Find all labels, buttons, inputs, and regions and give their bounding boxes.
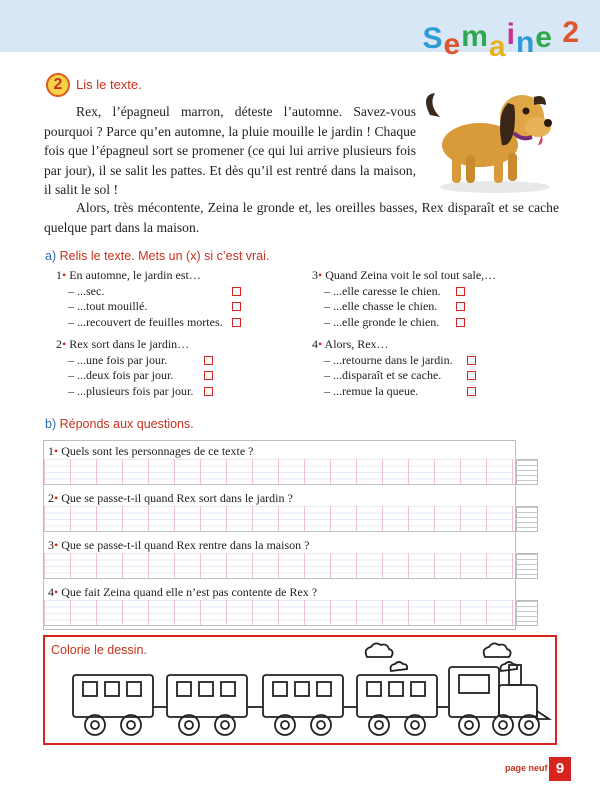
checkbox[interactable] bbox=[232, 302, 241, 311]
week-title-letter: i bbox=[506, 18, 516, 51]
checkbox[interactable] bbox=[232, 287, 241, 296]
section-a-label: a) bbox=[45, 249, 57, 263]
option-item: – ...sec. bbox=[56, 284, 256, 300]
checkbox[interactable] bbox=[204, 371, 213, 380]
answer-lines-1[interactable] bbox=[44, 459, 536, 485]
option-item: – ...deux fois par jour. bbox=[56, 368, 256, 384]
answer-lines-2[interactable] bbox=[44, 506, 536, 532]
train-drawing[interactable] bbox=[45, 637, 555, 743]
checkbox[interactable] bbox=[204, 356, 213, 365]
reading-text-2 bbox=[44, 198, 559, 237]
week-title-letter: 2 bbox=[562, 16, 580, 49]
section-a-title: Relis le texte. Mets un (x) si c’est vrai. bbox=[59, 249, 270, 263]
reading-paragraph-1: Rex, l’épagneul marron, déteste l’automne. Savez-vous pourquoi ? Parce qu’en automne, la pluie mouille le jardin ! Chaque fois que l’épagneul sort se promener (ce qui lui arrive plusieurs fois par jour), il se salit les pattes. Et dès qu’il est rentré dans la maison, il salit le sol ! bbox=[44, 104, 416, 197]
question-title: 4• Alors, Rex… bbox=[312, 337, 389, 351]
week-title-letter: e bbox=[535, 21, 553, 54]
coloring-box bbox=[43, 635, 557, 745]
option-item: – ...tout mouillé. bbox=[56, 299, 256, 315]
question-title: 2• Rex sort dans le jardin… bbox=[56, 337, 190, 351]
reading-text bbox=[44, 102, 416, 200]
open-question-2: 2• Que se passe-t-il quand Rex sort dans le jardin ? bbox=[48, 491, 293, 505]
open-question-4: 4• Que fait Zeina quand elle n’est pas contente de Rex ? bbox=[48, 585, 318, 599]
section-b-label: b) bbox=[45, 417, 57, 431]
question-block-2 bbox=[56, 337, 256, 399]
answer-area bbox=[43, 440, 516, 630]
answer-lines-3[interactable] bbox=[44, 553, 536, 579]
page-number: 9 bbox=[549, 757, 571, 781]
reading-paragraph-2: Alors, très mécontente, Zeina le gronde et, les oreilles basses, Rex disparaît et se cache quelque part dans la maison. bbox=[44, 200, 559, 235]
week-title-letter: m bbox=[461, 20, 489, 53]
checkbox[interactable] bbox=[456, 287, 465, 296]
option-item: – ...elle caresse le chien. bbox=[312, 284, 512, 300]
dog-illustration bbox=[410, 75, 565, 195]
option-item: – ...remue la queue. bbox=[312, 384, 512, 400]
checkbox[interactable] bbox=[467, 356, 476, 365]
open-question-1: 1• Quels sont les personnages de ce texte ? bbox=[48, 444, 254, 458]
checkbox[interactable] bbox=[204, 387, 213, 396]
week-title-letter bbox=[553, 22, 562, 56]
week-title-letter: a bbox=[488, 30, 507, 63]
week-title-letter: S bbox=[422, 22, 444, 55]
coloring-title: Colorie le dessin. bbox=[51, 643, 147, 657]
section-b-heading bbox=[45, 417, 194, 431]
open-question-3: 3• Que se passe-t-il quand Rex rentre dans la maison ? bbox=[48, 538, 310, 552]
week-title bbox=[422, 16, 580, 63]
week-title-letter: n bbox=[515, 26, 536, 59]
option-item: – ...retourne dans le jardin. bbox=[312, 353, 512, 369]
question-title: 1• En automne, le jardin est… bbox=[56, 268, 201, 282]
checkbox[interactable] bbox=[232, 318, 241, 327]
checkbox[interactable] bbox=[467, 387, 476, 396]
section-b-title: Réponds aux questions. bbox=[59, 417, 194, 431]
question-block-1 bbox=[56, 268, 256, 330]
option-item: – ...disparaît et se cache. bbox=[312, 368, 512, 384]
answer-lines-4[interactable] bbox=[44, 600, 536, 626]
checkbox[interactable] bbox=[456, 318, 465, 327]
question-title: 3• Quand Zeina voit le sol tout sale,… bbox=[312, 268, 497, 282]
option-item: – ...plusieurs fois par jour. bbox=[56, 384, 256, 400]
checkbox[interactable] bbox=[456, 302, 465, 311]
section-a-heading bbox=[45, 249, 269, 263]
exercise-number: 2 bbox=[46, 73, 70, 97]
exercise-title: Lis le texte. bbox=[76, 77, 142, 92]
footer-label: page neuf bbox=[505, 763, 548, 773]
option-item: – ...une fois par jour. bbox=[56, 353, 256, 369]
option-item: – ...recouvert de feuilles mortes. bbox=[56, 315, 256, 331]
checkbox[interactable] bbox=[467, 371, 476, 380]
option-item: – ...elle chasse le chien. bbox=[312, 299, 512, 315]
question-block-4 bbox=[312, 337, 512, 399]
week-title-letter: e bbox=[443, 28, 462, 61]
question-block-3 bbox=[312, 268, 512, 330]
option-item: – ...elle gronde le chien. bbox=[312, 315, 512, 331]
